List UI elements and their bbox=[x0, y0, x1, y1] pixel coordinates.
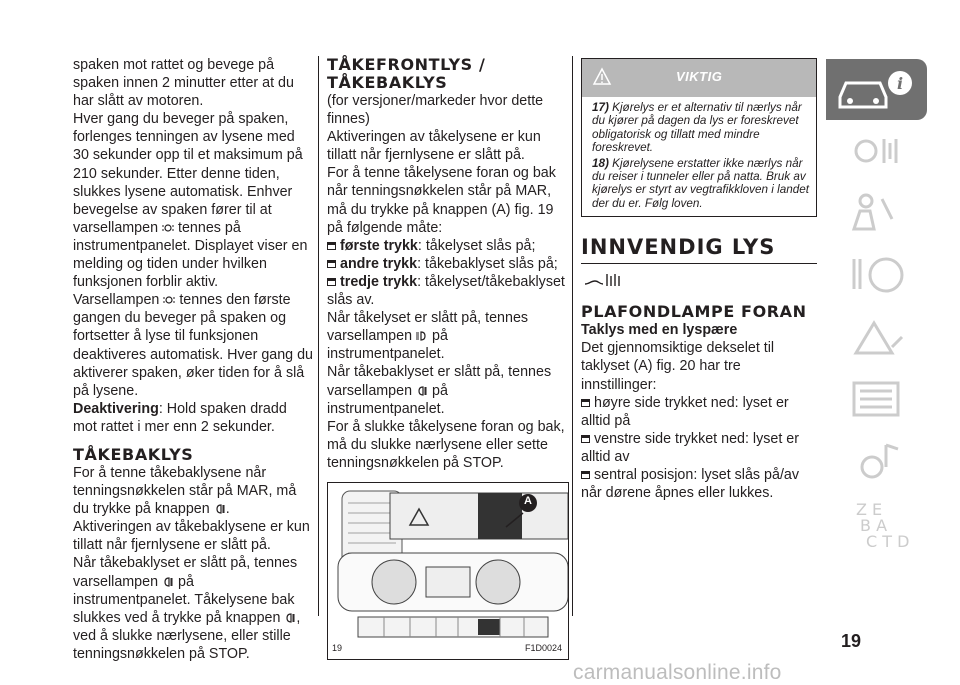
rear-fog-light-icon bbox=[284, 612, 296, 624]
paragraph: spaken mot rattet og bevege på spaken innen 2 minutter etter at du har slått av motoren. bbox=[73, 57, 294, 110]
roadside-warning-icon bbox=[826, 307, 927, 368]
footer-watermark: carmanualsonline.info bbox=[573, 661, 782, 684]
rear-fog-light-icon bbox=[416, 385, 428, 397]
bullet-icon bbox=[581, 399, 590, 407]
list-item: venstre side trykket ned: lyset er alltid av bbox=[581, 430, 800, 465]
section-heading: TÅKEBAKLYS bbox=[73, 444, 194, 464]
column-middle bbox=[327, 56, 567, 660]
list-item: første trykk: tåkelyset slås på; bbox=[327, 237, 567, 255]
maintenance-icon bbox=[826, 369, 927, 430]
note-item: 17) Kjørelys er et alternativ til nærlys når du kjører på dagen da lys er foreskrevet obligatorisk og tillatt med mindre foreskrevet. bbox=[592, 101, 802, 155]
interior-light-icon bbox=[581, 270, 621, 290]
tab-airbag[interactable] bbox=[826, 183, 927, 244]
list-item: sentral posisjon: lyset slås på/av når dørene åpnes eller lukkes. bbox=[581, 467, 800, 502]
paragraph: Når tåkebaklyset er slått på, tennes varsellampen på instrumentpanelet. Tåkelysene bak slukkes ved å trykke på knappen , ved å slukke nærlysene, eller stille tenningsnøkkelen på STOP. bbox=[73, 555, 301, 662]
section-heading: PLAFONDLAMPE FORAN bbox=[581, 302, 807, 322]
tab-roadside[interactable] bbox=[826, 307, 927, 368]
warning-lights-icon bbox=[826, 121, 927, 182]
svg-text:C T D: C T D bbox=[866, 532, 910, 551]
front-fog-light-icon bbox=[416, 330, 428, 342]
parking-light-icon bbox=[162, 222, 174, 234]
list-item: høyre side trykket ned: lyset er alltid på bbox=[581, 394, 789, 429]
car-info-icon bbox=[826, 59, 927, 120]
bullet-icon bbox=[327, 278, 336, 286]
paragraph: Det gjennomsiktige dekselet til taklyset (A) fig. 20 har tre innstillinger: bbox=[581, 340, 775, 393]
figure-code: F1D0024 bbox=[524, 642, 562, 653]
svg-text:i: i bbox=[897, 74, 904, 93]
column-right bbox=[581, 58, 817, 502]
chapter-tab-index bbox=[826, 59, 927, 555]
parking-light-icon bbox=[163, 294, 175, 306]
paragraph: Når tåkelyset er slått på, tennes varsellampen på instrumentpanelet. bbox=[327, 310, 529, 363]
paragraph: For å tenne tåkelysene foran og bak når tenningsnøkkelen står på MAR, må du trykke på knappen (A) fig. 19 på følgende måte: bbox=[327, 165, 556, 236]
tab-index[interactable] bbox=[826, 493, 927, 554]
list-item: andre trykk: tåkebaklyset slås på; bbox=[327, 255, 567, 273]
column-left bbox=[73, 56, 313, 663]
tab-multimedia[interactable] bbox=[826, 431, 927, 492]
section-heading: TÅKEFRONTLYS / TÅKEBAKLYS bbox=[327, 55, 486, 92]
figure-dashboard-controls bbox=[327, 482, 569, 660]
bullet-icon bbox=[581, 471, 590, 479]
paragraph: For å slukke tåkelysene foran og bak, må du slukke nærlysene eller sette tenningsnøkkelen på STOP. bbox=[327, 418, 565, 471]
note-title: VIKTIG bbox=[676, 69, 723, 84]
bullet-icon bbox=[327, 242, 336, 250]
subheading: Taklys med en lyspære bbox=[581, 322, 738, 339]
rear-fog-light-icon bbox=[214, 503, 226, 515]
note-header bbox=[582, 59, 816, 97]
tab-warning-lights[interactable] bbox=[826, 121, 927, 182]
column-divider bbox=[318, 56, 319, 616]
list-item: tredje trykk: tåkelyset/tåkebaklyset slås av. bbox=[327, 273, 565, 309]
figure-number: 19 bbox=[332, 642, 343, 653]
paragraph: Aktiveringen av tåkelysene er kun tillatt når fjernlysene er slått på. bbox=[327, 129, 541, 164]
paragraph: (for versjoner/markeder hvor dette finnes) bbox=[327, 93, 544, 128]
paragraph: Aktiveringen av tåkebaklysene er kun tillatt når fjernlysene er slått på. bbox=[73, 519, 310, 554]
paragraph: Deaktivering: Hold spaken dradd mot rattet i mer enn 2 sekunder. bbox=[73, 400, 287, 435]
rear-fog-light-icon bbox=[162, 576, 174, 588]
svg-text:Z E: Z E bbox=[856, 500, 883, 519]
important-note-box bbox=[581, 58, 817, 217]
warning-icon bbox=[592, 67, 612, 87]
figure-callout-label: A bbox=[524, 494, 532, 507]
paragraph: Når tåkebaklyset er slått på, tennes varsellampen på instrumentpanelet. bbox=[327, 364, 552, 417]
chapter-heading: INNVENDIG LYS bbox=[581, 235, 776, 260]
bullet-icon bbox=[581, 435, 590, 443]
tab-driving[interactable] bbox=[826, 245, 927, 306]
paragraph: Varsellampen tennes den første gangen du beveger på spaken og fortsetter å lyse til funksjonen deaktiveres automatisk. Hver gang du aktiverer spaken, øker tiden for å slå på lysene. bbox=[73, 292, 313, 399]
heading-rule bbox=[581, 263, 817, 264]
paragraph: Hver gang du beveger på spaken, forlenges tenningen av lysene med 30 sekunder opp til et maksimum på 210 sekunder. Etter denne tiden, slukkes lysene automatisk. Enhver bevegelse av spaken fører til at varsellampen tennes på instrumentpanelet. Displayet viser en melding og tiden under hvilken funksjonen forblir aktiv. bbox=[73, 111, 308, 291]
svg-text:B A: B A bbox=[860, 516, 888, 535]
bullet-icon bbox=[327, 260, 336, 268]
dashboard-illustration bbox=[328, 483, 568, 659]
multimedia-icon bbox=[826, 431, 927, 492]
airbag-seatbelt-icon bbox=[826, 183, 927, 244]
note-body bbox=[582, 97, 816, 216]
paragraph: For å tenne tåkebaklysene når tenningsnøkkelen står på MAR, må du trykke på knappen . bbox=[73, 464, 297, 518]
driving-controls-icon bbox=[826, 245, 927, 306]
note-item: 18) Kjørelysene erstatter ikke nærlys når du reiser i tunneler eller på natta. Bruk av kjørelys er styrt av vegtrafikkloven i landet der du er. Følg loven. bbox=[592, 156, 809, 210]
page-number: 19 bbox=[841, 631, 862, 651]
tab-car-info[interactable] bbox=[826, 59, 927, 120]
index-icon bbox=[826, 493, 927, 554]
column-divider bbox=[572, 56, 573, 616]
tab-maintenance[interactable] bbox=[826, 369, 927, 430]
